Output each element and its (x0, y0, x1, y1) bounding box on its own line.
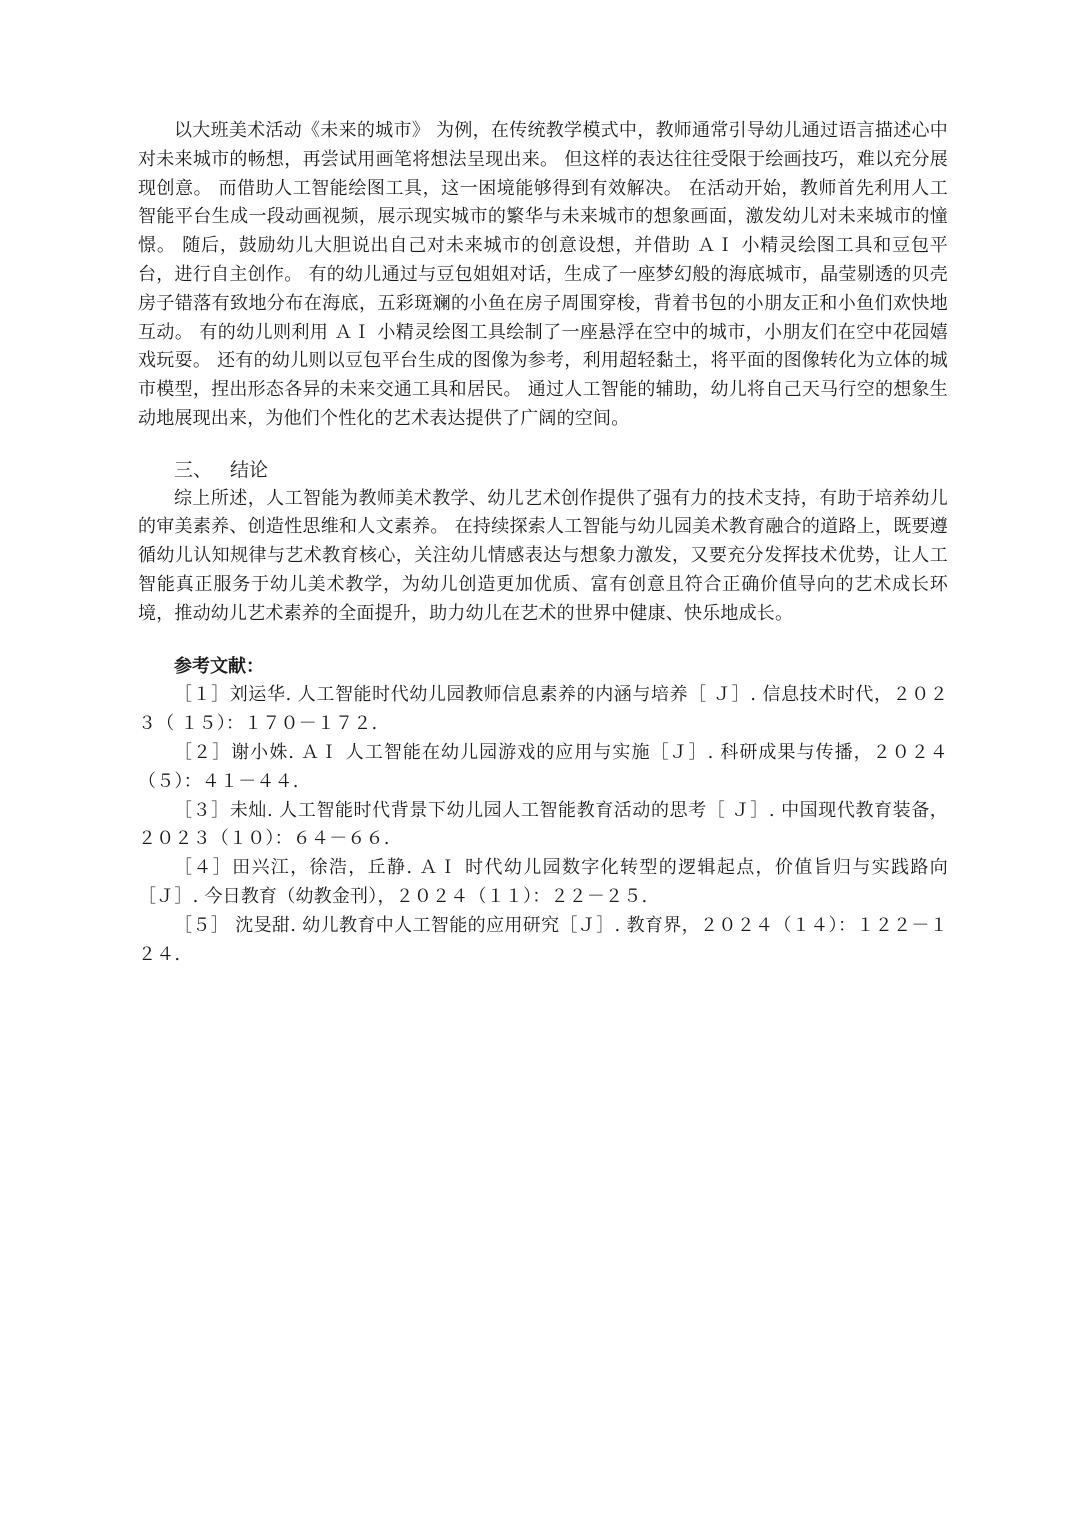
section-title: 结论 (230, 458, 269, 481)
example-paragraph: 以大班美术活动《未来的城市》 为例，在传统教学模式中，教师通常引导幼儿通过语言描述心中对未来城市的畅想，再尝试用画笔将想法呈现出来。 但这样的表达往往受限于绘画技巧，难以充分展现创意。 而借助人工智能绘图工具，这一困境能够得到有效解决。 在活动开始，教师首先利用人工智能平台生成一段动画视频，展示现实城市的繁华与未来城市的想象画面，激发幼儿对未来城市的憧憬。 随后，鼓励幼儿大胆说出自己对未来城市的创意设想，并借助 ＡＩ 小精灵绘图工具和豆包平台，进行自主创作。 有的幼儿通过与豆包姐姐对话，生成了一座梦幻般的海底城市，晶莹剔透的贝壳房子错落有致地分布在海底，五彩斑斓的小鱼在房子周围穿梭，背着书包的小朋友正和小鱼们欢快地互动。 有的幼儿则利用 ＡＩ 小精灵绘图工具绘制了一座悬浮在空中的城市，小朋友们在空中花园嬉戏玩耍。 还有的幼儿则以豆包平台生成的图像为参考，利用超轻黏土，将平面的图像转化为立体的城市模型，捏出形态各异的未来交通工具和居民。 通过人工智能的辅助，幼儿将自己天马行空的想象生动地展现出来，为他们个性化的艺术表达提供了广阔的空间。 (138, 120, 948, 429)
reference-list (138, 681, 948, 969)
section-number: 三、 (174, 458, 213, 481)
page-content (138, 117, 948, 969)
references-heading: 参考文献： (174, 655, 264, 677)
reference-item: ［３］未灿. 人工智能时代背景下幼儿园人工智能教育活动的思考［ Ｊ］. 中国现代教育装备，２０２３（１０）：６４－６６. (138, 799, 948, 850)
reference-item: ［２］谢小姝. ＡＩ 人工智能在幼儿园游戏的应用与实施［Ｊ］. 科研成果与传播，２０２４（５）：４１－４４. (138, 741, 948, 792)
reference-item: ［４］田兴江，徐浩，丘静. ＡＩ 时代幼儿园数字化转型的逻辑起点，价值旨归与实践路向［Ｊ］. 今日教育（幼教金刊），２０２４（１１）：２２－２５. (138, 857, 948, 907)
reference-item: ［５］ 沈旻甜. 幼儿教育中人工智能的应用研究［Ｊ］. 教育界，２０２４（１４）：１２２－１２４. (138, 914, 948, 965)
section-heading-conclusion (138, 456, 948, 485)
conclusion-paragraph: 综上所述，人工智能为教师美术教学、幼儿艺术创作提供了强有力的技术支持，有助于培养幼儿的审美素养、创造性思维和人文素养。 在持续探索人工智能与幼儿园美术教育融合的道路上，既要遵循幼儿认知规律与艺术教育核心，关注幼儿情感表达与想象力激发，又要充分发挥技术优势，让人工智能真正服务于幼儿美术教学，为幼儿创造更加优质、富有创意且符合正确价值导向的艺术成长环境，推动幼儿艺术素养的全面提升，助力幼儿在艺术的世界中健康、快乐地成长。 (138, 487, 948, 624)
reference-item: ［１］刘运华. 人工智能时代幼儿园教师信息素养的内涵与培养［ Ｊ］. 信息技术时代，２０２３（ １５）：１７０－１７２. (138, 684, 948, 735)
